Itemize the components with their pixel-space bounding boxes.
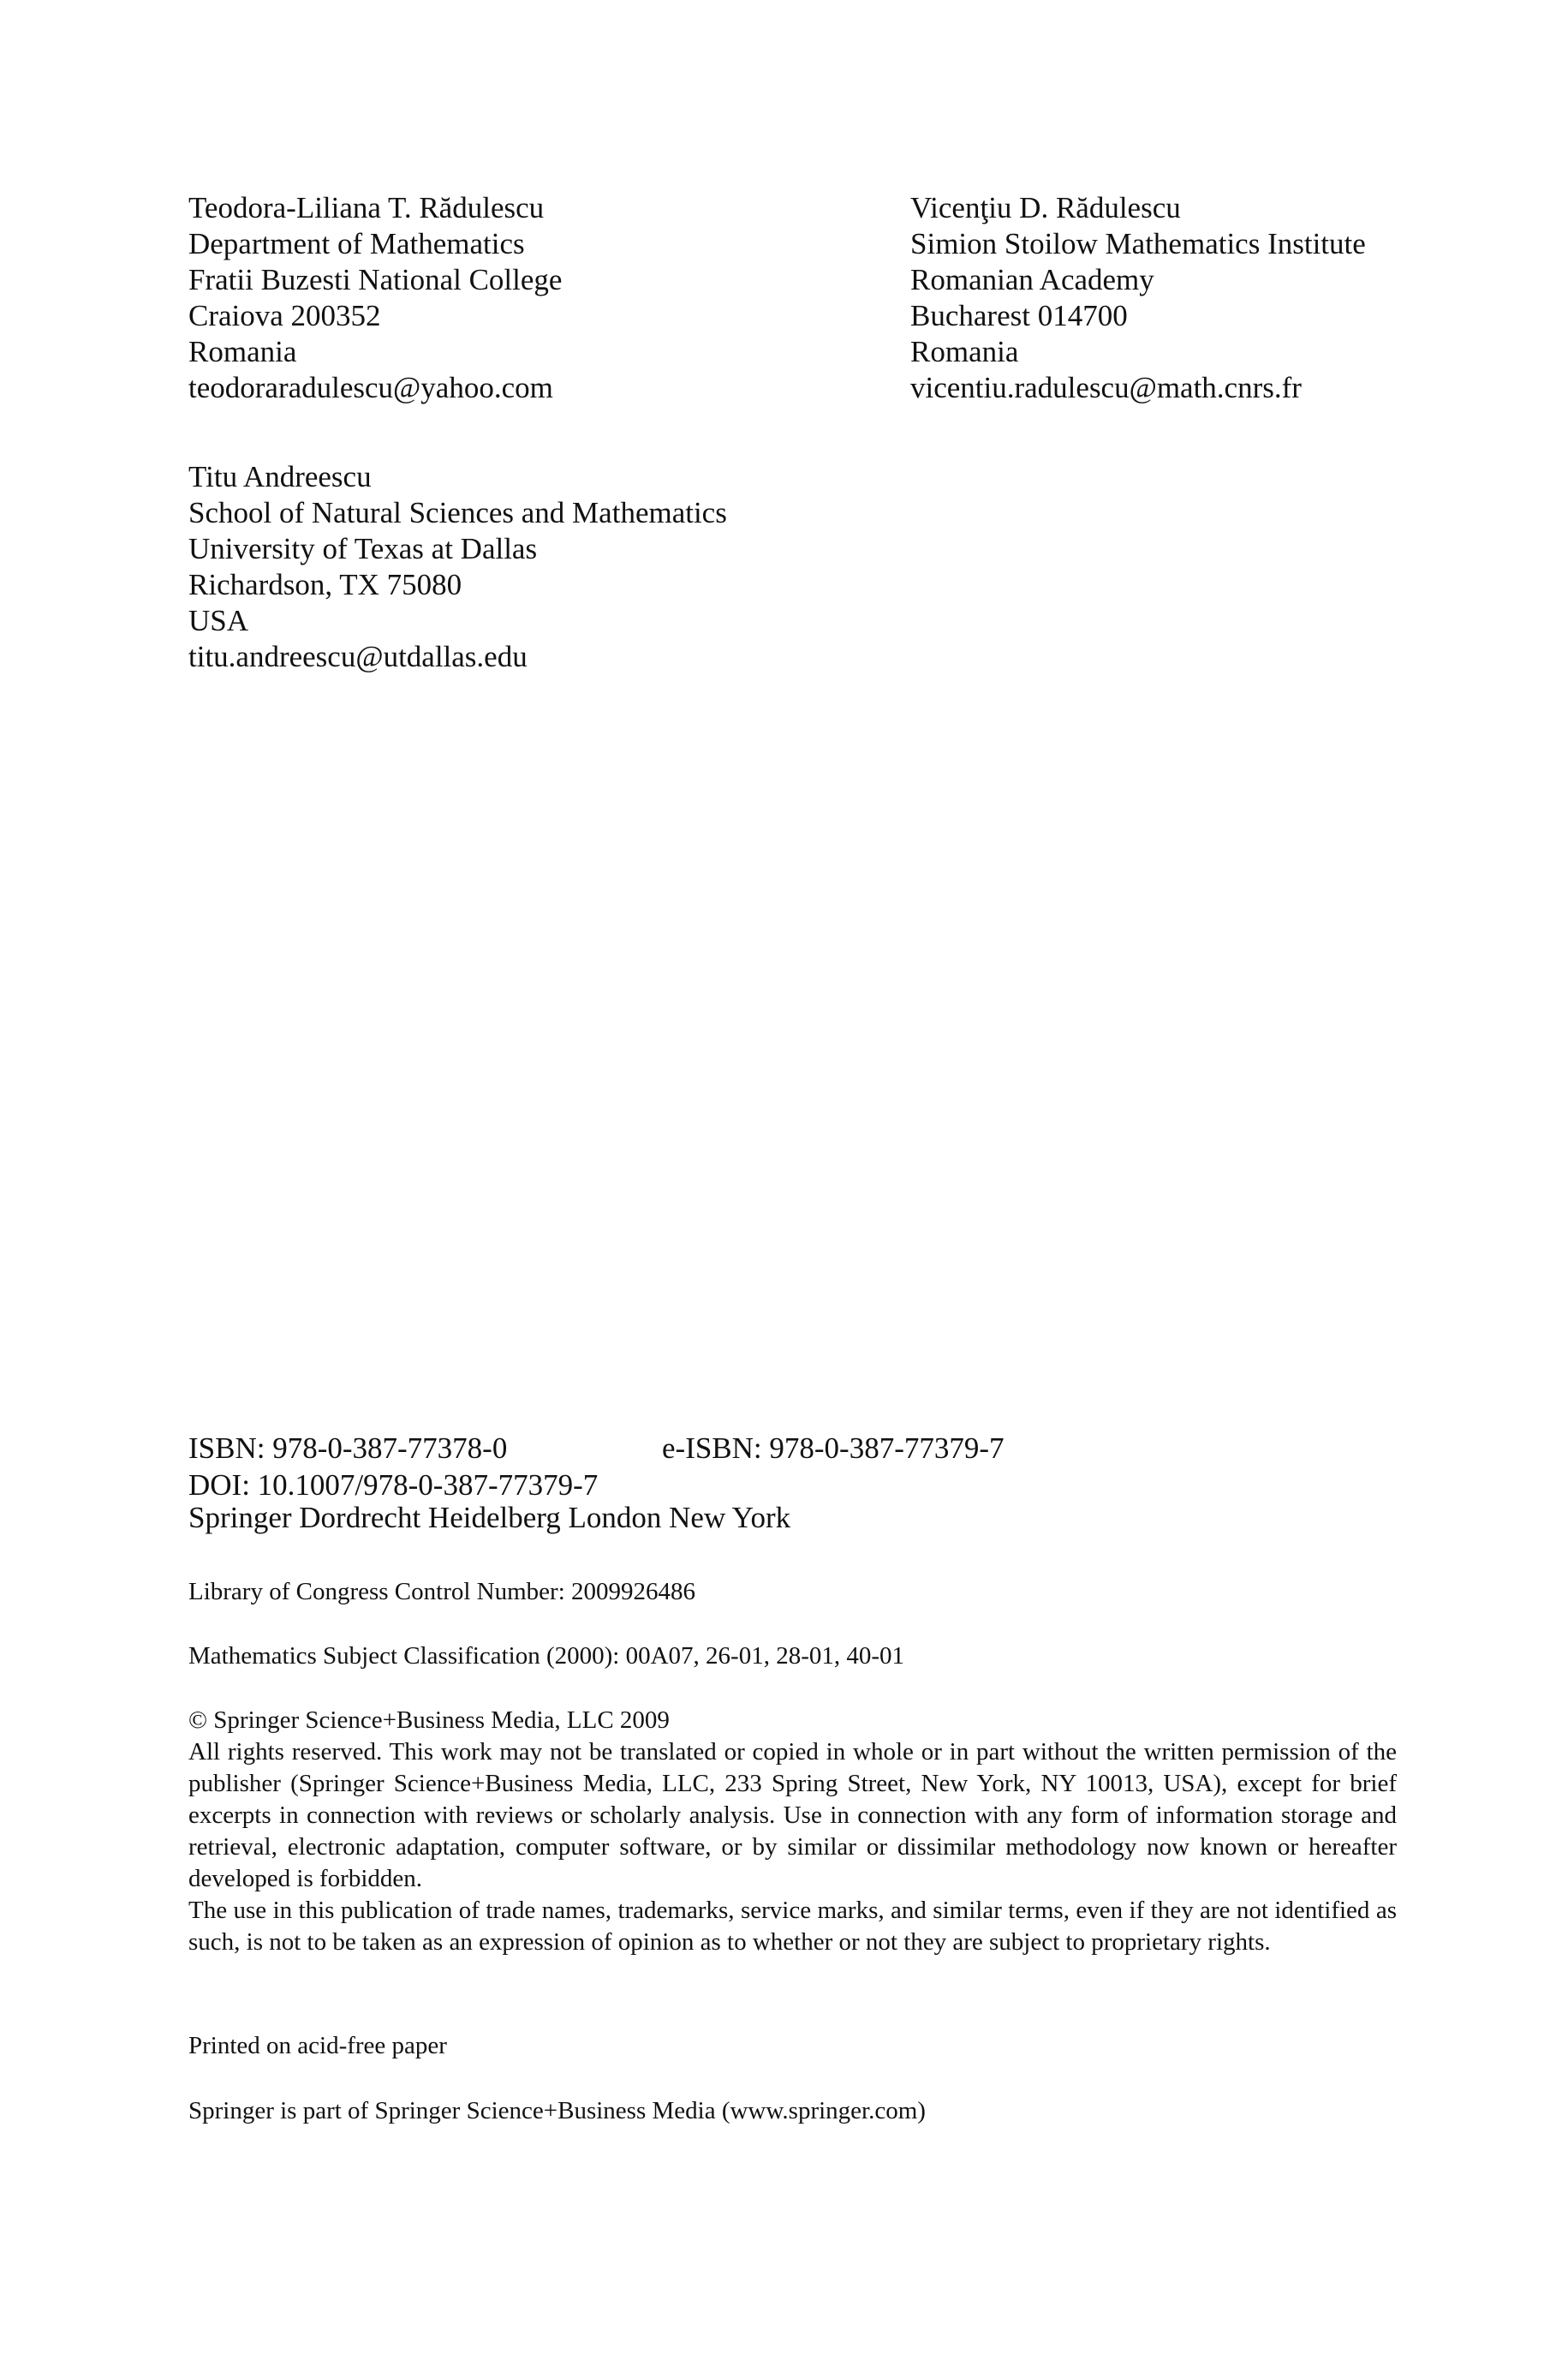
author-address-titu (188, 459, 727, 675)
acid-free-paper-note: Printed on acid-free paper (188, 2032, 447, 2059)
copyright-block (188, 1705, 1397, 1958)
copyright-notice: © Springer Science+Business Media, LLC 2009 (188, 1706, 670, 1734)
author-name: Teodora-Liliana T. Rădulescu (188, 191, 545, 224)
springer-part-note: Springer is part of Springer Science+Business Media (www.springer.com) (188, 2097, 926, 2124)
author-department: Department of Mathematics (188, 227, 525, 260)
author-institution: Romanian Academy (910, 263, 1154, 296)
all-rights-reserved-paragraph: All rights reserved. This work may not be translated or copied in whole or in part without the written permission of the publisher (Springer Science+Business Media, LLC, 233 Spring Street, New York, NY 10013, USA), except for brief excerpts in connection with reviews or scholarly analysis. Use in connection with any form of information storage and retrieval, electronic adaptation, computer software, or by similar or dissimilar methodology now known or hereafter developed is forbidden. (188, 1738, 1397, 1892)
library-of-congress-number: Library of Congress Control Number: 2009926486 (188, 1578, 696, 1605)
author-department: Simion Stoilow Mathematics Institute (910, 227, 1366, 260)
author-address-vicentiu (910, 190, 1366, 406)
doi: DOI: 10.1007/978-0-387-77379-7 (188, 1468, 599, 1502)
author-department: School of Natural Sciences and Mathematics (188, 496, 727, 529)
author-email: titu.andreescu@utdallas.edu (188, 640, 528, 673)
author-country: Romania (188, 335, 297, 368)
subject-classification: Mathematics Subject Classification (2000): 00A07, 26-01, 28-01, 40-01 (188, 1642, 905, 1670)
author-institution: Fratii Buzesti National College (188, 263, 563, 296)
author-city: Craiova 200352 (188, 299, 381, 332)
author-name: Titu Andreescu (188, 460, 372, 493)
isbn: ISBN: 978-0-387-77378-0 (188, 1431, 508, 1465)
trade-names-paragraph: The use in this publication of trade names, trademarks, service marks, and similar terms, even if they are not identified as such, is not to be taken as an expression of opinion as to whether or not they are subject to proprietary rights. (188, 1897, 1397, 1956)
author-city: Richardson, TX 75080 (188, 568, 462, 601)
e-isbn: e-ISBN: 978-0-387-77379-7 (662, 1431, 1005, 1465)
author-institution: University of Texas at Dallas (188, 532, 538, 565)
author-country: USA (188, 604, 249, 637)
author-address-teodora (188, 190, 562, 406)
isbn-row (188, 1431, 1005, 1467)
author-city: Bucharest 014700 (910, 299, 1128, 332)
publisher-places: Springer Dordrecht Heidelberg London New York (188, 1501, 791, 1534)
author-email: teodoraradulescu@yahoo.com (188, 371, 553, 404)
author-country: Romania (910, 335, 1019, 368)
author-email: vicentiu.radulescu@math.cnrs.fr (910, 371, 1302, 404)
author-name: Vicenţiu D. Rădulescu (910, 191, 1181, 224)
